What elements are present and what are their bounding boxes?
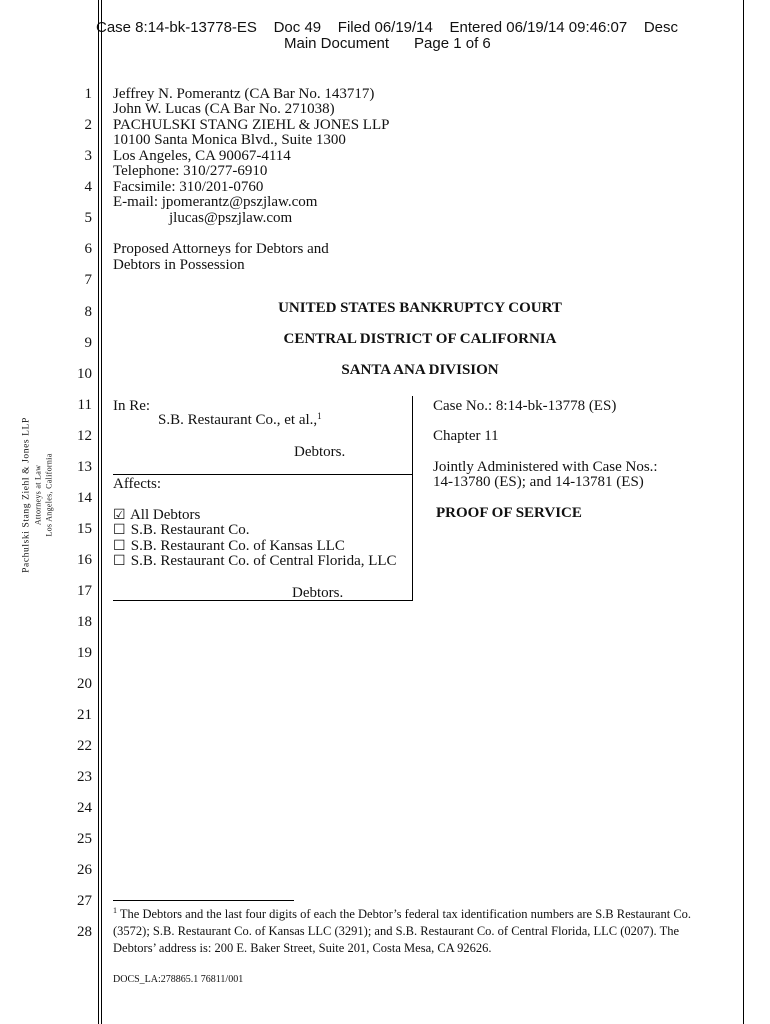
line-number: 4: [84, 179, 92, 195]
affects-option-label: S.B. Restaurant Co. of Central Florida, LLC: [130, 553, 397, 569]
document-title: PROOF OF SERVICE: [436, 505, 582, 521]
proposed-attorneys-line: Debtors in Possession: [113, 257, 245, 273]
line-number: 2: [84, 117, 92, 133]
counsel-email-line: E-mail: jpomerantz@pszjlaw.com: [113, 194, 318, 210]
footnote-separator: [113, 900, 294, 901]
line-number: 19: [77, 645, 92, 661]
line-number: 17: [77, 583, 92, 599]
affects-option-label: All Debtors: [129, 507, 201, 523]
counsel-email-line-2: jlucas@pszjlaw.com: [169, 210, 293, 226]
line-number: 22: [77, 738, 92, 754]
court-name: UNITED STATES BANKRUPTCY COURT: [278, 300, 562, 316]
firm-sidebar-location: Los Angeles, California: [44, 453, 54, 537]
line-number: 1: [84, 86, 92, 102]
jointly-administered-line: Jointly Administered with Case Nos.:: [433, 459, 658, 475]
line-number: 20: [77, 676, 92, 692]
counsel-line: PACHULSKI STANG ZIEHL & JONES LLP: [113, 117, 390, 133]
right-margin-rule: [743, 0, 744, 1024]
line-number: 7: [84, 272, 92, 288]
ecf-header-page-line: Main Document Page 1 of 6: [284, 35, 491, 52]
line-number: 21: [77, 707, 92, 723]
caption-rule-bottom: [113, 600, 413, 601]
left-margin-rule-outer: [98, 0, 99, 1024]
court-division: SANTA ANA DIVISION: [341, 362, 499, 378]
line-number: 23: [77, 769, 92, 785]
line-number: 3: [84, 148, 92, 164]
caption-rule-middle: [113, 474, 413, 475]
line-number: 27: [77, 893, 92, 909]
line-number: 11: [77, 397, 92, 413]
document-id: DOCS_LA:278865.1 76811/001: [113, 974, 244, 985]
counsel-line: John W. Lucas (CA Bar No. 271038): [113, 101, 335, 117]
line-number: 18: [77, 614, 92, 630]
ecf-header-case-line: Case 8:14-bk-13778-ES Doc 49 Filed 06/19/14 Entered 06/19/14 09:46:07 Desc: [96, 19, 679, 36]
line-number: 26: [77, 862, 92, 878]
affects-option-central-florida: [113, 553, 397, 570]
counsel-line: Facsimile: 310/201-0760: [113, 179, 264, 195]
line-number: 13: [77, 459, 92, 475]
line-number: 14: [77, 490, 92, 506]
counsel-line: Los Angeles, CA 90067-4114: [113, 148, 291, 164]
line-number: 10: [77, 366, 92, 382]
line-number: 15: [77, 521, 92, 537]
jointly-administered-cases: 14-13780 (ES); and 14-13781 (ES): [433, 474, 644, 490]
counsel-line: Jeffrey N. Pomerantz (CA Bar No. 143717): [113, 86, 375, 102]
caption-debtors-label: Debtors.: [294, 444, 346, 460]
line-number: 24: [77, 800, 92, 816]
firm-sidebar-name: Pachulski Stang Ziehl & Jones LLP: [21, 417, 32, 573]
firm-sidebar-attorneys: Attorneys at Law: [33, 464, 43, 526]
line-number: 9: [84, 335, 92, 351]
footnote: [113, 906, 703, 957]
line-number: 25: [77, 831, 92, 847]
left-margin-rule-inner: [101, 0, 102, 1024]
line-number: 16: [77, 552, 92, 568]
affects-option-label: S.B. Restaurant Co. of Kansas LLC: [130, 538, 345, 554]
affects-option-sb-restaurant: [113, 522, 250, 539]
caption-affects: Affects:: [113, 476, 162, 492]
caption-party-name: S.B. Restaurant Co., et al.,: [158, 412, 318, 428]
line-number: 28: [77, 924, 92, 940]
line-number: 8: [84, 304, 92, 320]
line-number: 5: [84, 210, 92, 226]
footnote-text: The Debtors and the last four digits of each the Debtor’s federal tax identification numbers are S.B Restaurant Co. (3572); S.B. Restaurant Co. of Kansas LLC (3291); and S.B. Restaurant Co. of Central Florida, LLC (0207). The Debtors’ address is: 200 E. Baker Street, Suite 201, Costa Mesa, CA 92626.: [113, 907, 692, 955]
affects-option-label: S.B. Restaurant Co.: [130, 522, 250, 538]
footnote-marker: 1: [113, 906, 117, 915]
court-district: CENTRAL DISTRICT OF CALIFORNIA: [283, 331, 557, 347]
caption-in-re: In Re:: [113, 398, 151, 414]
chapter: Chapter 11: [433, 428, 499, 444]
counsel-line: Telephone: 310/277-6910: [113, 163, 268, 179]
checkbox-unchecked-icon: ☐: [113, 539, 126, 554]
checkbox-unchecked-icon: ☐: [113, 554, 126, 569]
footnote-reference: 1: [317, 411, 322, 421]
caption-party: [158, 412, 322, 428]
caption-debtors-label-2: Debtors.: [292, 585, 344, 601]
caption-divider-vertical: [412, 396, 413, 600]
checkbox-unchecked-icon: ☐: [113, 523, 126, 538]
case-number: Case No.: 8:14-bk-13778 (ES): [433, 398, 617, 414]
counsel-line: 10100 Santa Monica Blvd., Suite 1300: [113, 132, 346, 148]
line-number: 6: [84, 241, 92, 257]
line-number: 12: [77, 428, 92, 444]
checkbox-checked-icon: ☑: [113, 508, 126, 523]
proposed-attorneys-line: Proposed Attorneys for Debtors and: [113, 241, 329, 257]
